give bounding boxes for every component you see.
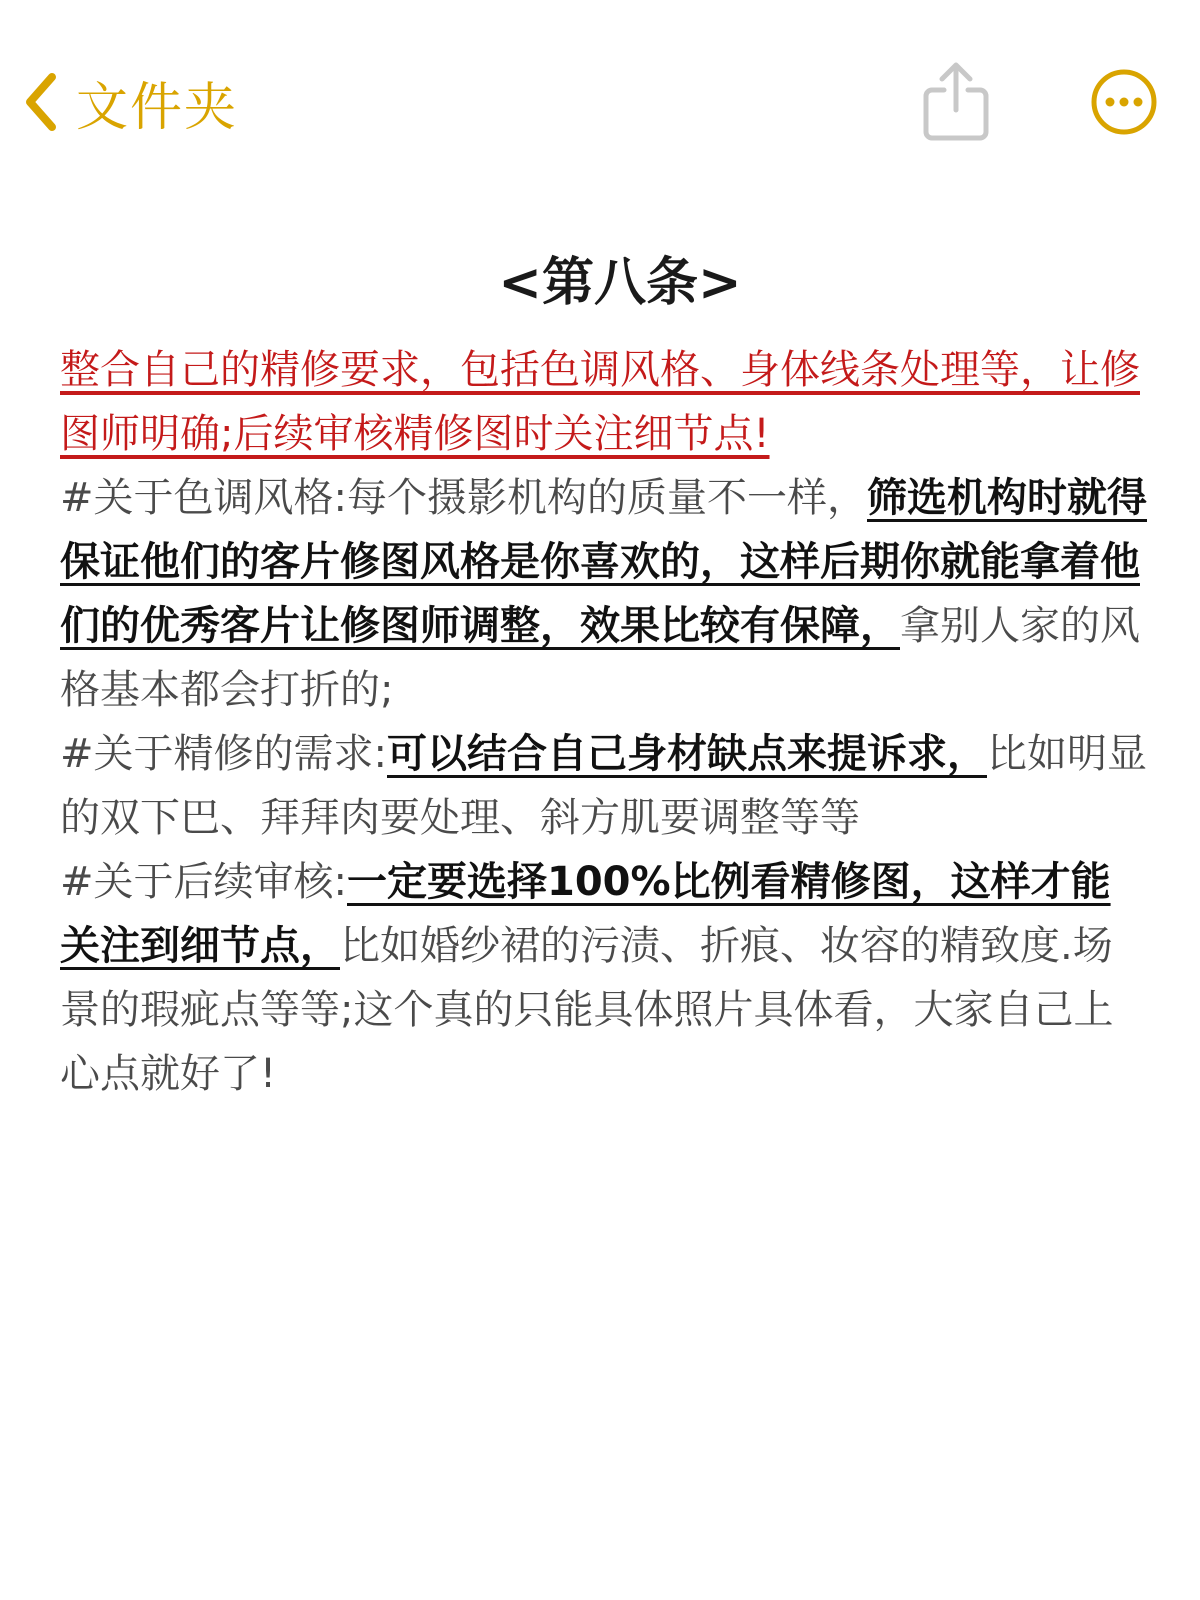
retouch-needs-outro: 比如明显的双下巴、拜拜肉要处理、斜方肌要调整等等 (60, 731, 1147, 841)
review-paragraph (60, 850, 1150, 1106)
retouch-needs-highlight: 可以结合自己身材缺点来提诉求， (387, 731, 987, 777)
back-button-label: 文件夹 (76, 77, 239, 138)
share-icon (920, 127, 992, 146)
summary-paragraph: 整合自己的精修要求，包括色调风格、身体线条处理等，让修图师明确;后续审核精修图时关注细节点! (60, 347, 1140, 457)
tone-style-outro: 拿别人家的风格基本都会打折的; (60, 603, 1140, 713)
note-body (60, 338, 1150, 1106)
note-content[interactable] (60, 248, 1150, 1106)
tone-style-highlight: 筛选机构时就得保证他们的客片修图风格是你喜欢的，这样后期你就能拿着他们的优秀客片让修图师调整，效果比较有保障， (60, 475, 1147, 649)
share-button[interactable] (920, 60, 992, 142)
review-intro: #关于后续审核: (60, 859, 347, 905)
chevron-left-icon (22, 71, 58, 133)
more-options-icon (1090, 121, 1158, 140)
retouch-needs-intro: #关于精修的需求: (60, 731, 387, 777)
note-title: <第八条> (498, 253, 742, 313)
tone-style-paragraph (60, 466, 1150, 722)
tone-style-intro: #关于色调风格:每个摄影机构的质量不一样， (60, 475, 867, 521)
review-outro: 比如婚纱裙的污渍、折痕、妆容的精致度.场景的瑕疵点等等;这个真的只能具体照片具体看，大家自己上心点就好了! (60, 923, 1114, 1097)
back-button[interactable] (22, 62, 238, 142)
navigation-bar (0, 0, 1200, 200)
retouch-needs-paragraph (60, 722, 1150, 850)
review-highlight: 一定要选择100%比例看精修图，这样才能关注到细节点， (60, 859, 1111, 969)
more-options-button[interactable] (1090, 68, 1158, 136)
